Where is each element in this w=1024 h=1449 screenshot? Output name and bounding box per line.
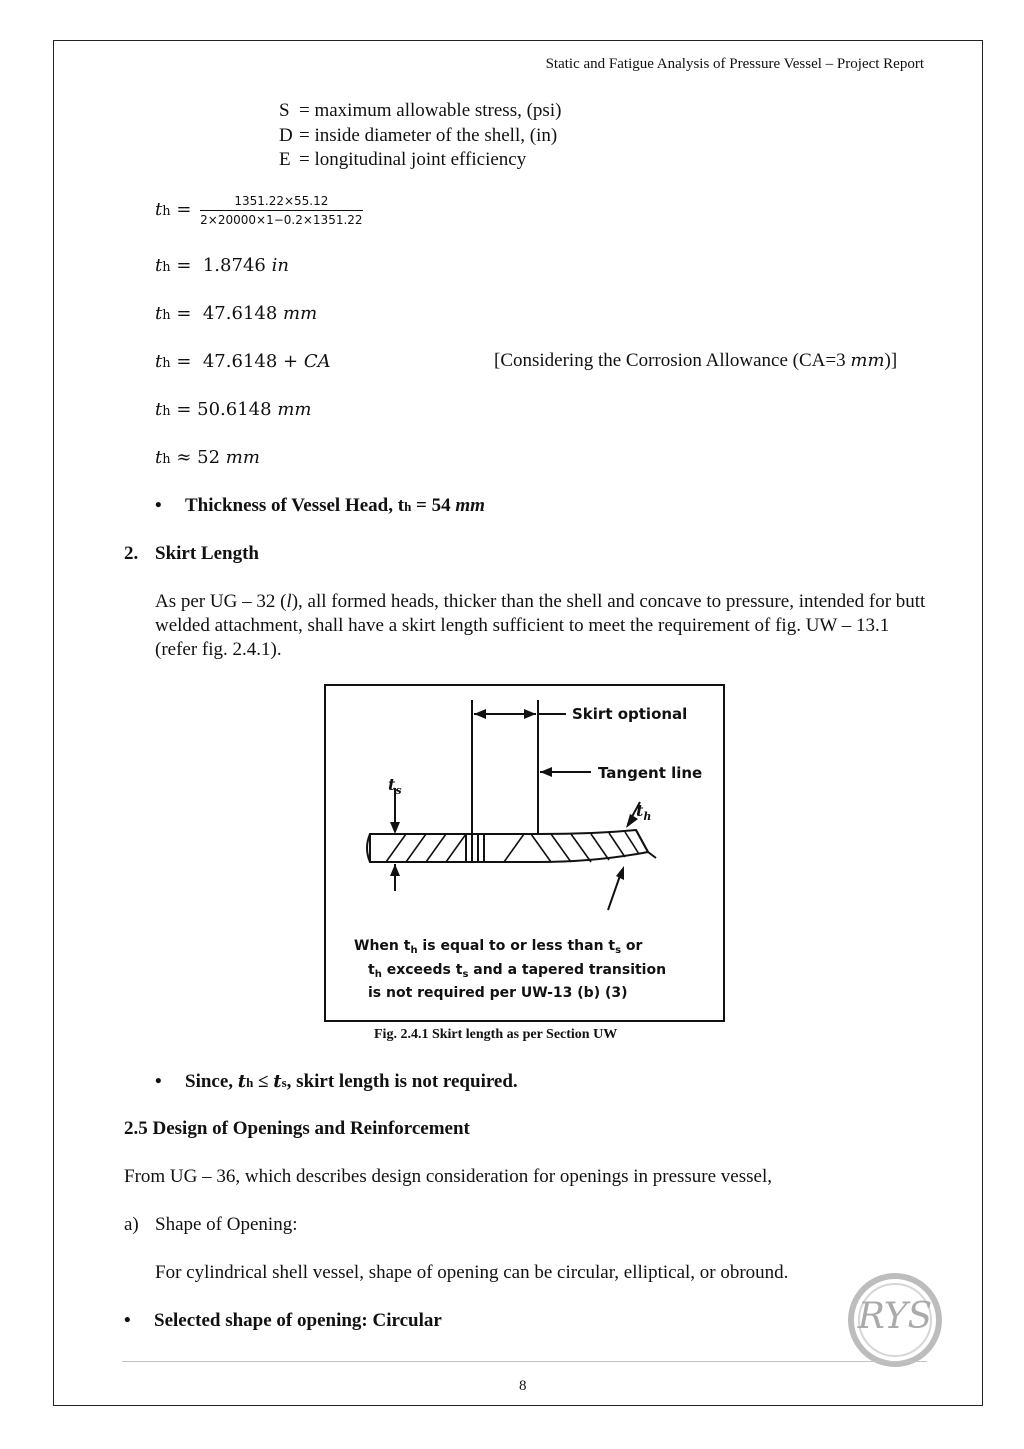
shape-paragraph: For cylindrical shell vessel, shape of opening can be circular, elliptical, or obround. bbox=[155, 1262, 789, 1283]
label-skirt-optional: Skirt optional bbox=[572, 705, 688, 723]
section-heading-skirt: 2. Skirt Length bbox=[124, 543, 259, 564]
seal-lettering: RYS bbox=[857, 1296, 933, 1337]
item-a-shape: a) Shape of Opening: bbox=[124, 1214, 298, 1235]
figure-note-line2: $t_h$ exceeds $t_s$ and a tapered transition bbox=[368, 962, 667, 980]
equation-fraction: th = $\frac{1351.22\times 55.12}{2\times 20000\times 1-0.2\times 1351.22}$ bbox=[155, 194, 363, 227]
figure-note-line3: is not required per UW-13 (b) (3) bbox=[368, 985, 628, 1001]
ug36-paragraph: From UG – 36, which describes design consideration for openings in pressure vessel, bbox=[124, 1166, 772, 1187]
figure-caption: Fig. 2.4.1 Skirt length as per Section UW bbox=[374, 1027, 618, 1042]
running-header: Static and Fatigue Analysis of Pressure Vessel – Project Report bbox=[545, 56, 924, 72]
skirt-paragraph: As per UG – 32 (l), all formed heads, thicker than the shell and concave to pressure, intended for butt welded attachment, shall have a skirt length sufficient to meet the requirement of fig. UW – 13.1 (refer fig. 2.4.1). bbox=[155, 591, 926, 660]
equation-total: th = 50.6148 mm bbox=[155, 399, 312, 420]
skirt-diagram bbox=[326, 686, 723, 1020]
label-tangent-line: Tangent line bbox=[598, 764, 703, 782]
figure-note-line1: When $t_h$ is equal to or less than $t_s$ or bbox=[354, 938, 643, 956]
label-ts: $t_s$ bbox=[388, 775, 402, 797]
equation-mm: th = 47.6148 mm bbox=[155, 303, 318, 324]
page-number: 8 bbox=[519, 1378, 527, 1394]
bullet-selected-shape: • Selected shape of opening: Circular bbox=[124, 1310, 442, 1331]
section-heading-openings: 2.5 Design of Openings and Reinforcement bbox=[124, 1118, 470, 1139]
equation-approx: th ≈ 52 mm bbox=[155, 447, 260, 468]
equation-ca: th = 47.6148 + CA bbox=[155, 351, 331, 372]
fraction: $\frac{1351.22\times 55.12}{2\times 20000\times 1-0.2\times 1351.22}$ bbox=[200, 194, 363, 227]
bullet-head-thickness: • Thickness of Vessel Head, th = 54 mm bbox=[155, 495, 485, 516]
footer-divider bbox=[122, 1361, 927, 1362]
label-th: $t_h$ bbox=[636, 801, 652, 823]
bullet-skirt-not-required: • Since, th ≤ ts, skirt length is not required. bbox=[155, 1071, 518, 1092]
definition-e: E = longitudinal joint efficiency bbox=[279, 149, 527, 170]
definition-d: D = inside diameter of the shell, (in) bbox=[279, 125, 558, 146]
definition-s: S = maximum allowable stress, (psi) bbox=[279, 100, 562, 121]
corrosion-note: [Considering the Corrosion Allowance (CA=3 mm)] bbox=[494, 350, 898, 371]
equation-inches: th = 1.8746 in bbox=[155, 255, 289, 276]
skirt-figure bbox=[324, 684, 725, 1022]
